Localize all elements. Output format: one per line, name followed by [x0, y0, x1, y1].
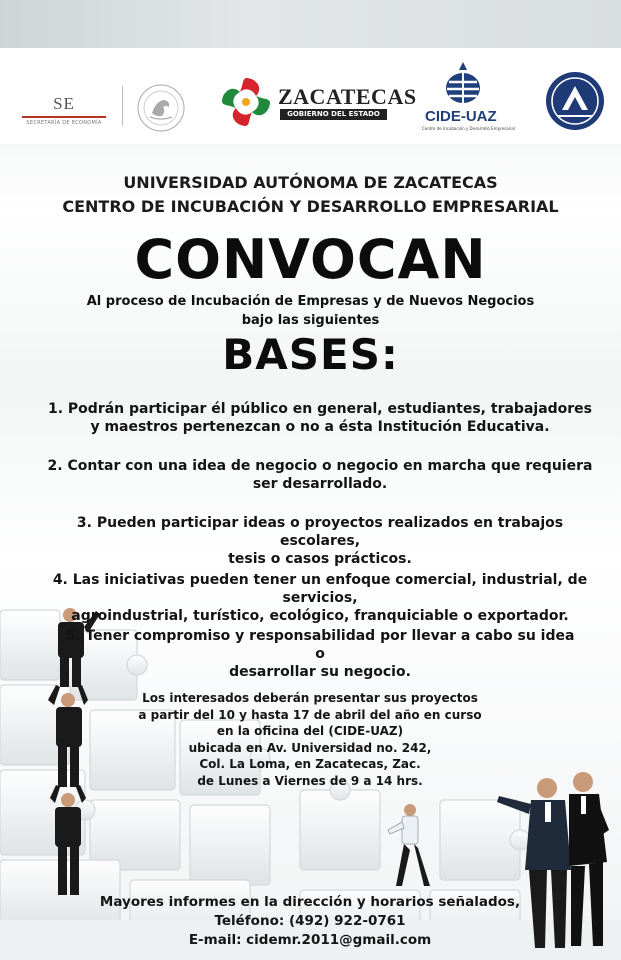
top-band	[0, 0, 621, 48]
contact-block	[60, 893, 560, 950]
info-line: a partir del 10 y hasta 17 de abril del año en curso	[138, 707, 482, 722]
zacatecas-logo-title: ZACATECAS	[278, 84, 417, 109]
contact-intro: Mayores informes en la dirección y horarios señalados,	[99, 894, 521, 910]
mexico-seal-icon	[136, 83, 186, 133]
se-logo	[14, 94, 114, 130]
contact-phone: Teléfono: (492) 922-0761	[214, 913, 406, 929]
se-logo-rule	[22, 116, 106, 118]
cide-logo-title: CIDE-UAZ	[425, 108, 497, 125]
base-item-3-line-1: 3. Pueden participar ideas o proyectos realizados en trabajos escolares,	[76, 515, 564, 549]
base-item-3-line-2: tesis o casos prácticos.	[228, 551, 412, 567]
main-title: CONVOCAN	[134, 228, 487, 291]
se-logo-subtitle: SECRETARÍA DE ECONOMÍA	[26, 120, 102, 126]
base-item-1	[40, 400, 600, 436]
base-item-5	[60, 627, 580, 681]
base-item-2-line-2: ser desarrollado.	[252, 476, 388, 492]
base-item-5-line-2: desarrollar su negocio.	[229, 664, 411, 680]
intro-line-2: bajo las siguientes	[241, 313, 380, 328]
base-item-4-line-1: 4. Las iniciativas pueden tener un enfoque comercial, industrial, de servicios,	[52, 572, 588, 606]
base-item-4-line-2: agroindustrial, turístico, ecológico, franquiciable o exportador.	[71, 608, 569, 624]
intro-line-1: Al proceso de Incubación de Empresas y de Nuevos Negocios	[86, 294, 535, 309]
info-line: ubicada en Av. Universidad no. 242,	[188, 740, 432, 755]
base-item-2	[40, 457, 600, 493]
submission-info	[120, 690, 500, 789]
base-item-1-line-1: 1. Podrán participar él público en general, estudiantes, trabajadores	[47, 401, 593, 417]
zacatecas-logo-subtitle: GOBIERNO DEL ESTADO	[280, 109, 387, 120]
uaz-seal-icon	[544, 70, 606, 132]
zacatecas-emblem-icon	[220, 76, 272, 128]
base-item-5-line-1: 5. Tener compromiso y responsabilidad por llevar a cabo su idea o	[65, 628, 575, 662]
info-line: en la oficina del (CIDE-UAZ)	[216, 724, 404, 738]
cide-emblem-icon	[441, 60, 483, 108]
se-logo-text: SE	[53, 94, 75, 113]
bases-title: BASES:	[222, 330, 399, 379]
contact-email: E-mail: cidemr.2011@gmail.com	[188, 932, 432, 948]
university-name: UNIVERSIDAD AUTÓNOMA DE ZACATECAS	[123, 173, 498, 192]
logo-divider	[122, 86, 123, 126]
base-item-4	[40, 571, 600, 625]
base-item-2-line-1: 2. Contar con una idea de negocio o negocio en marcha que requiera	[47, 458, 593, 474]
base-item-1-line-2: y maestros pertenezcan o no a ésta Institución Educativa.	[90, 419, 550, 435]
info-line: Col. La Loma, en Zacatecas, Zac.	[199, 757, 421, 771]
base-item-3	[40, 514, 600, 568]
info-line: de Lunes a Viernes de 9 a 14 hrs.	[197, 773, 423, 788]
center-name: CENTRO DE INCUBACIÓN Y DESARROLLO EMPRESARIAL	[62, 197, 559, 216]
info-line: Los interesados deberán presentar sus proyectos	[142, 691, 478, 705]
man-pushing-figure	[380, 800, 440, 890]
cide-logo-subtitle: Centro de Incubación y Desarrollo Empresarial	[422, 126, 515, 131]
